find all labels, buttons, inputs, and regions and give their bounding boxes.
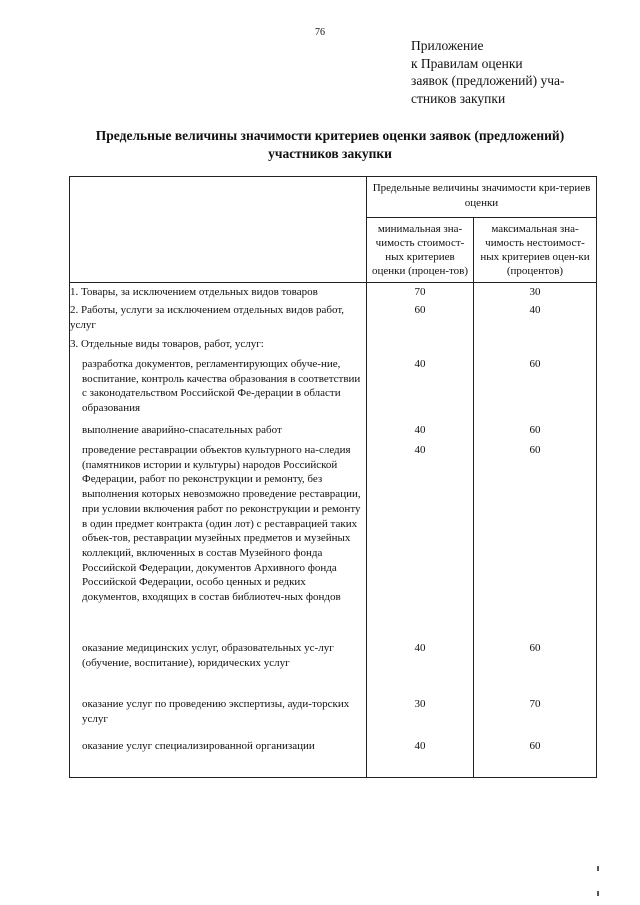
- table-row: [70, 337, 597, 357]
- row-description: оказание услуг специализированной организации: [70, 739, 367, 778]
- title-line-1: Предельные величины значимости критериев оценки заявок (предложений): [95, 128, 565, 143]
- row-max-value: 70: [474, 697, 597, 739]
- row-max-value: 60: [474, 357, 597, 423]
- appendix-line: стников закупки: [411, 90, 506, 106]
- scan-mark: [597, 891, 599, 896]
- row-min-value: 40: [367, 641, 474, 697]
- table-row: [70, 697, 597, 739]
- row-min-value: 70: [367, 283, 474, 304]
- row-description: 3. Отдельные виды товаров, работ, услуг:: [70, 337, 367, 357]
- appendix-line: заявок (предложений) уча-: [411, 73, 565, 88]
- row-max-value: 60: [474, 443, 597, 641]
- blank-header-cell: [70, 177, 367, 283]
- row-min-value: 40: [367, 443, 474, 641]
- page-number: 76: [315, 27, 325, 38]
- row-description: оказание услуг по проведению экспертизы, ауди-торских услуг: [70, 697, 367, 739]
- row-max-value: 60: [474, 739, 597, 778]
- row-description: 2. Работы, услуги за исключением отдельных видов работ, услуг: [70, 303, 367, 337]
- row-max-value: 40: [474, 303, 597, 337]
- row-max-value: 60: [474, 641, 597, 697]
- appendix-line: к Правилам оценки: [411, 55, 523, 71]
- row-min-value: 60: [367, 303, 474, 337]
- row-min-value: 40: [367, 423, 474, 443]
- document-title: [40, 127, 620, 163]
- title-line-2: участников закупки: [268, 146, 392, 161]
- appendix-note: [411, 37, 621, 107]
- row-min-value: [367, 337, 474, 357]
- table-row: [70, 443, 597, 641]
- row-max-value: 60: [474, 423, 597, 443]
- table-row: [70, 423, 597, 443]
- max-value-header: максимальная зна-чимость нестоимост-ных критериев оцен-ки (процентов): [474, 218, 597, 283]
- table-row: [70, 283, 597, 304]
- scan-mark: [597, 866, 599, 871]
- table-row: [70, 357, 597, 423]
- row-description: выполнение аварийно-спасательных работ: [70, 423, 367, 443]
- row-min-value: 30: [367, 697, 474, 739]
- row-max-value: 30: [474, 283, 597, 304]
- row-description: проведение реставрации объектов культурного на-следия (памятников истории и культуры) народов Российской Федерации, работ по реконструкции и ремонту, без выполнения которых невозможно проведение реставрации, при условии включения работ по реконструкции и ремонту в один предмет контракта (один лот) с реставрацией таких объек-тов, реставрации музейных предметов и музейных коллекций, включенных в состав Музейного фонда Российской Федерации, документов Архивного фонда Российской Федерации, особо ценных и редких документов, входящих в состав библиотеч-ных фондов: [70, 443, 367, 641]
- group-header: Предельные величины значимости кри-териев оценки: [367, 177, 597, 218]
- row-min-value: 40: [367, 739, 474, 778]
- row-description: 1. Товары, за исключением отдельных видов товаров: [70, 283, 367, 304]
- table-row: [70, 641, 597, 697]
- row-description: разработка документов, регламентирующих обуче-ние, воспитание, контроль качества образования в соответствии с законодательством Российской Фе-дерации в области образования: [70, 357, 367, 423]
- row-max-value: [474, 337, 597, 357]
- table-row: [70, 739, 597, 778]
- table-row: [70, 303, 597, 337]
- row-description: оказание медицинских услуг, образовательных ус-луг (обучение, воспитание), юридических услуг: [70, 641, 367, 697]
- min-value-header: минимальная зна-чимость стоимост-ных критериев оценки (процен-тов): [367, 218, 474, 283]
- row-min-value: 40: [367, 357, 474, 423]
- appendix-line: Приложение: [411, 38, 484, 53]
- criteria-table: [69, 176, 597, 778]
